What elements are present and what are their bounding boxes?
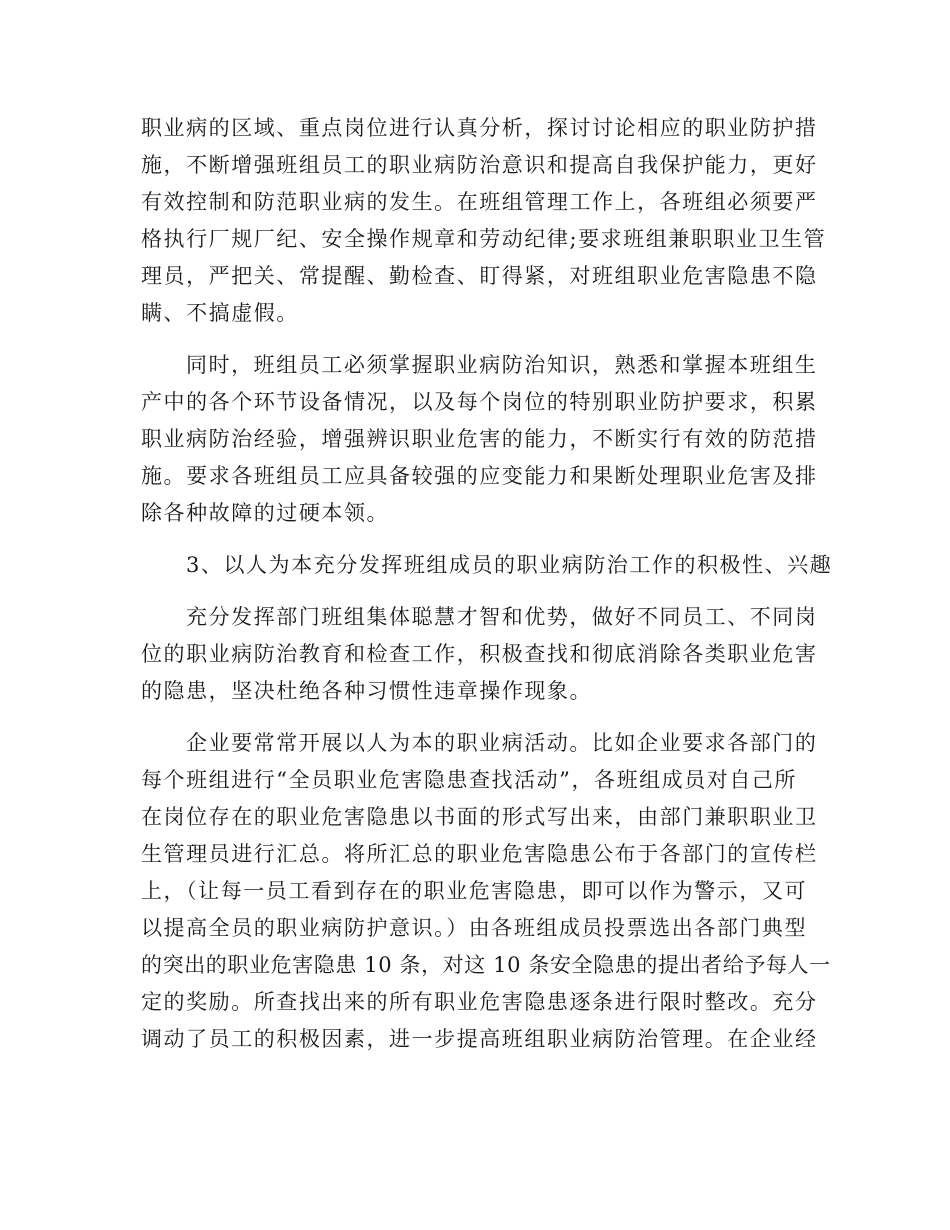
body-text-line: 企业要常常开展以人为本的职业病活动。比如企业要求各部门的 <box>186 731 818 755</box>
body-text-line: 位的职业病防治教育和检查工作，积极查找和彻底消除各类职业危害 <box>141 642 818 666</box>
body-text-line: 职业病的区域、重点岗位进行认真分析，探讨讨论相应的职业防护措 <box>141 116 818 140</box>
body-text-line: 上，（让每一员工看到存在的职业危害隐患，即可以作为警示，又可 <box>141 879 807 903</box>
body-text-line: 在岗位存在的职业危害隐患以书面的形式写出来，由部门兼职职业卫 <box>141 805 818 829</box>
body-text-line: 施。要求各班组员工应具备较强的应变能力和果断处理职业危害及排 <box>141 464 818 488</box>
body-text-line: 每个班组进行“全员职业危害隐患查找活动”，各班组成员对自己所 <box>141 768 797 792</box>
section-heading: 3、以人为本充分发挥班组成员的职业病防治工作的积极性、兴趣 <box>186 553 833 577</box>
body-text-line: 产中的各个环节设备情况，以及每个岗位的特别职业防护要求，积累 <box>141 390 818 414</box>
body-text-line: 充分发挥部门班组集体聪慧才智和优势，做好不同员工、不同岗 <box>186 605 818 629</box>
body-text-line: 同时，班组员工必须掌握职业病防治知识，熟悉和掌握本班组生 <box>186 353 818 377</box>
body-text-line: 的隐患，坚决杜绝各种习惯性违章操作现象。 <box>141 679 592 703</box>
body-text-line: 生管理员进行汇总。将所汇总的职业危害隐患公布于各部门的宣传栏 <box>141 842 818 866</box>
body-text-line: 的突出的职业危害隐患 10 条，对这 10 条安全隐患的提出者给予每人一 <box>141 953 831 977</box>
body-text-line: 瞒、不搞虚假。 <box>141 301 299 325</box>
body-text-line: 调动了员工的积极因素，进一步提高班组职业病防治管理。在企业经 <box>141 1027 818 1051</box>
body-text-line: 格执行厂规厂纪、安全操作规章和劳动纪律;要求班组兼职职业卫生管 <box>141 227 827 251</box>
body-text-line: 以提高全员的职业病防护意识。）由各班组成员投票选出各部门典型 <box>141 916 807 940</box>
body-text-line: 有效控制和防范职业病的发生。在班组管理工作上，各班组必须要严 <box>141 190 818 214</box>
body-text-line: 施，不断增强班组员工的职业病防治意识和提高自我保护能力，更好 <box>141 153 818 177</box>
body-text-line: 定的奖励。所查找出来的所有职业危害隐患逐条进行限时整改。充分 <box>141 990 818 1014</box>
body-text-line: 理员，严把关、常提醒、勤检查、盯得紧，对班组职业危害隐患不隐 <box>141 264 818 288</box>
body-text-line: 职业病防治经验，增强辨识职业危害的能力，不断实行有效的防范措 <box>141 427 818 451</box>
body-text-line: 除各种故障的过硬本领。 <box>141 501 390 525</box>
